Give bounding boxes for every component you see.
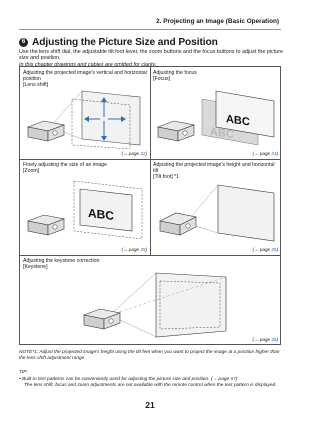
- ref-suffix: ): [276, 151, 278, 156]
- tip-ref-page-link[interactable]: 87: [230, 377, 236, 382]
- tip-ref-suffix: ): [235, 377, 238, 382]
- tip-body: [19, 377, 283, 389]
- tip-label: TIP:: [19, 370, 28, 375]
- blurred-abc: ABC: [210, 125, 234, 142]
- page-number: 21: [145, 400, 155, 410]
- caption-sub: [Focus]: [153, 76, 171, 83]
- caption-text: Adjusting the focus: [153, 70, 197, 76]
- ref-page-link[interactable]: 22: [140, 151, 146, 156]
- ref-prefix: (→ page: [121, 151, 140, 156]
- ref-page-link[interactable]: 25: [140, 247, 146, 252]
- ref-suffix: ): [276, 247, 278, 252]
- page-reference: [252, 247, 278, 252]
- cell-caption: [23, 162, 147, 174]
- cell-caption: [153, 70, 278, 82]
- tip-ref-prefix: (→ page: [210, 377, 230, 382]
- page-reference: [252, 151, 278, 156]
- page-reference: [121, 151, 147, 156]
- ref-prefix: (→ page: [252, 337, 271, 342]
- caption-text: Adjusting the projected image's vertical and horizontal position: [23, 70, 147, 83]
- ref-page-link[interactable]: 26: [271, 337, 277, 342]
- cell-zoom: [20, 159, 150, 255]
- tip-line-2: The lens shift, focus and zoom adjustments are not available with the remote control when the test pattern is displayed.: [24, 383, 277, 388]
- intro-line: Use the lens shift dial, the adjustable tilt foot lever, the zoom buttons and the focus buttons to adjust the picture size and position.: [19, 49, 284, 62]
- ref-page-link[interactable]: 24: [271, 151, 277, 156]
- intro-italic: In this chapter drawings and cables are omitted for clarity.: [19, 61, 157, 68]
- cell-caption: [153, 162, 278, 181]
- ref-prefix: (→ page: [121, 247, 140, 252]
- lens-shift-illustration: [24, 87, 146, 149]
- ref-suffix: ): [145, 151, 147, 156]
- ref-prefix: (→ page: [252, 151, 271, 156]
- header-rule: [19, 29, 281, 30]
- page-title: [19, 36, 218, 48]
- page-reference: [252, 337, 278, 342]
- zoom-illustration: [24, 175, 146, 245]
- step-number-badge: 6: [19, 38, 28, 47]
- caption-text: Adjusting the keystone correction: [23, 258, 100, 264]
- page-reference: [121, 247, 147, 252]
- caption-text: Adjusting the projected image's height and horizontal tilt: [153, 162, 275, 175]
- zoom-abc: ABC: [88, 205, 114, 224]
- focus-illustration: [154, 85, 278, 151]
- cell-lens-shift: [20, 67, 150, 159]
- ref-prefix: (→ page: [252, 247, 271, 252]
- caption-sub: [Zoom]: [23, 168, 40, 175]
- tilt-illustration: [154, 181, 278, 245]
- sharp-abc: ABC: [226, 113, 250, 129]
- adjustment-grid: [19, 66, 281, 345]
- cell-caption: [23, 70, 147, 89]
- ref-suffix: ): [145, 247, 147, 252]
- caption-sub: [Tilt foot] *1: [153, 174, 180, 181]
- ref-page-link[interactable]: 25: [271, 247, 277, 252]
- ref-suffix: ): [276, 337, 278, 342]
- caption-sub: [Keystone]: [23, 264, 48, 271]
- caption-text: Finely adjusting the size of an image: [23, 162, 107, 168]
- section-title: 2. Projecting an Image (Basic Operation): [156, 18, 279, 25]
- cell-keystone: [20, 255, 281, 345]
- footnote: NOTE*1: Adjust the projected image's height using the tilt feet when you want to project the image at a position higher than the lens shift adjustment range.: [19, 350, 280, 361]
- cell-tilt-foot: [150, 159, 281, 255]
- cell-focus: [150, 67, 281, 159]
- keystone-illustration: [80, 269, 230, 341]
- tip-bullet-text: • Built-in test patterns can be conveniently used for adjusting the picture size and position.: [19, 377, 210, 382]
- caption-sub: [Lens shift]: [23, 82, 49, 89]
- title-text: Adjusting the Picture Size and Position: [32, 36, 218, 48]
